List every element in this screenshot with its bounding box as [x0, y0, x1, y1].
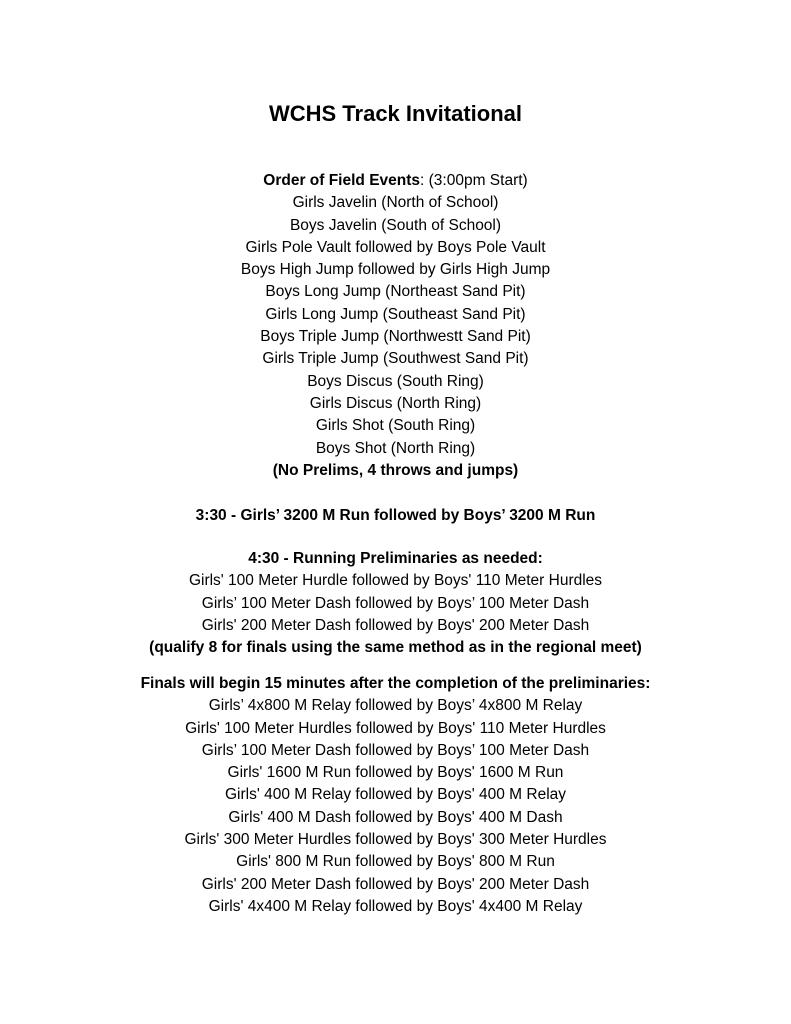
event-line: Girls Pole Vault followed by Boys Pole Vault — [245, 238, 546, 256]
field-events-heading-label: Order of Field Events — [263, 172, 421, 189]
prelims-note: (qualify 8 for finals using the same method as in the regional meet) — [149, 639, 642, 657]
event-line: Boys High Jump followed by Girls High Jump — [240, 261, 551, 279]
event-line: Girls’ 100 Meter Dash followed by Boys’ 100 Meter Dash — [201, 594, 590, 612]
event-line: Girls Shot (South Ring) — [315, 417, 476, 435]
field-events-heading — [0, 170, 791, 192]
field-events-list — [0, 192, 791, 460]
finals-heading: Finals will begin 15 minutes after the completion of the preliminaries: — [140, 675, 651, 692]
run-3200-section — [0, 505, 791, 527]
page-title: WCHS Track Invitational — [268, 101, 523, 126]
event-line: Girls' 200 Meter Dash followed by Boys' 200 Meter Dash — [201, 875, 590, 893]
event-line: Girls' 400 M Relay followed by Boys' 400 M Relay — [224, 786, 567, 804]
prelims-heading: 4:30 - Running Preliminaries as needed: — [248, 550, 543, 567]
event-line: Girls Javelin (North of School) — [292, 194, 499, 212]
event-line: Girls Triple Jump (Southwest Sand Pit) — [262, 350, 529, 368]
event-line: Girls' 400 M Dash followed by Boys' 400 M Dash — [228, 808, 563, 826]
event-line: Boys Triple Jump (Northwestt Sand Pit) — [260, 328, 531, 346]
event-line: Girls Discus (North Ring) — [309, 394, 482, 412]
event-line: Girls' 100 Meter Hurdles followed by Boys' 110 Meter Hurdles — [185, 719, 606, 737]
field-events-start-time: : (3:00pm Start) — [420, 172, 528, 189]
event-line: Girls’ 100 Meter Dash followed by Boys’ 100 Meter Dash — [201, 741, 590, 759]
event-line: Girls' 4x400 M Relay followed by Boys' 4x400 M Relay — [208, 897, 583, 915]
event-line: Boys Long Jump (Northeast Sand Pit) — [265, 283, 526, 301]
event-line: Boys Discus (South Ring) — [307, 372, 484, 390]
run-3200-line: 3:30 - Girls’ 3200 M Run followed by Boys’ 3200 M Run — [195, 507, 596, 524]
event-line: Girls Long Jump (Southeast Sand Pit) — [265, 305, 526, 323]
event-line: Girls' 300 Meter Hurdles followed by Boys' 300 Meter Hurdles — [184, 831, 607, 849]
event-line: Girls' 100 Meter Hurdle followed by Boys' 110 Meter Hurdles — [188, 572, 603, 590]
event-line: Girls' 800 M Run followed by Boys' 800 M Run — [236, 853, 555, 871]
field-events-note: (No Prelims, 4 throws and jumps) — [272, 461, 519, 479]
event-line: Boys Shot (North Ring) — [315, 439, 476, 457]
field-events-section — [0, 170, 791, 482]
event-line: Girls' 200 Meter Dash followed by Boys' 200 Meter Dash — [201, 616, 590, 634]
prelims-section — [0, 548, 791, 659]
event-line: Girls' 1600 M Run followed by Boys' 1600 M Run — [227, 764, 564, 782]
finals-list — [0, 695, 791, 918]
event-line: Boys Javelin (South of School) — [289, 216, 502, 234]
event-line: Girls’ 4x800 M Relay followed by Boys’ 4x800 M Relay — [208, 697, 583, 715]
finals-section — [0, 673, 791, 918]
prelims-list — [0, 570, 791, 637]
